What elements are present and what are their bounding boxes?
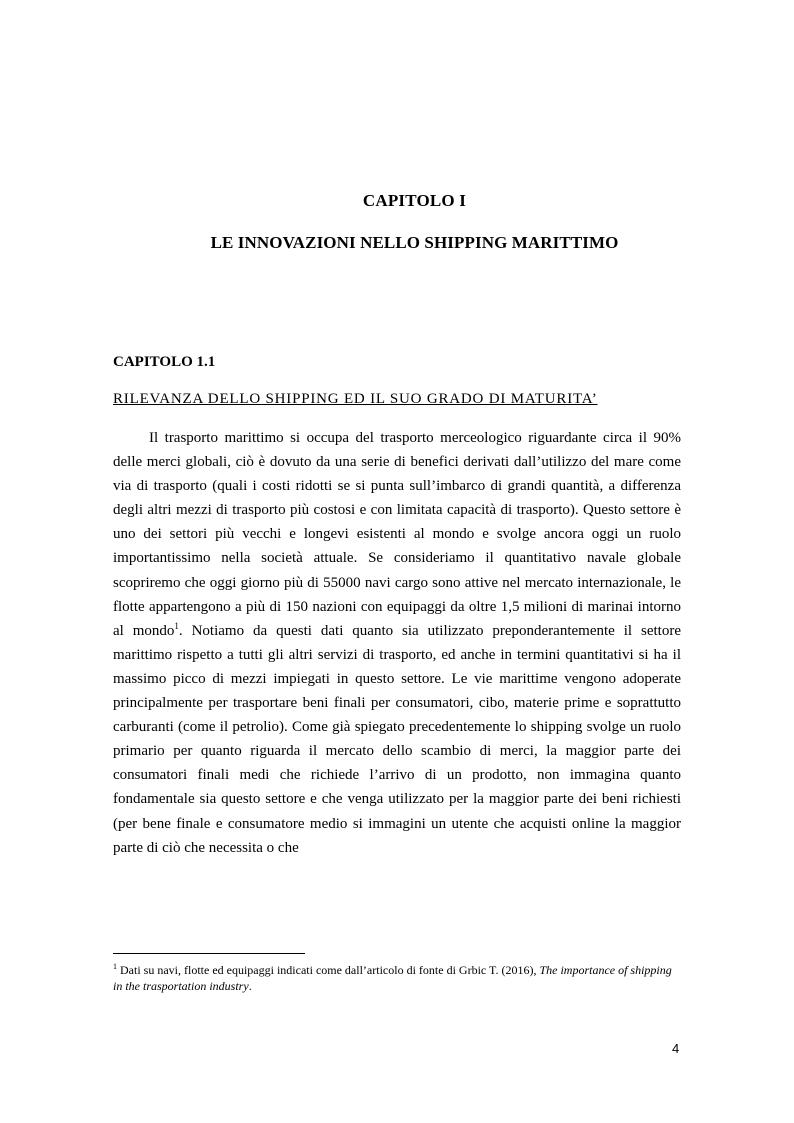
body-paragraph: [113, 426, 681, 860]
paragraph-text-start: Il trasporto marittimo si occupa del trasporto merceologico riguardante circa il 90% delle merci globali, ciò è dovuto da una serie di benefici derivati dall’utilizzo del mare come via di trasporto (quali i costi ridotti se si punta sull’imbarco di grandi quantità, a differenza degli altri mezzi di trasporto più costosi e con limitata capacità di trasporto). Questo settore è uno dei settori più vecchi e longevi esistenti al mondo e svolge ancora oggi un ruolo importantissimo nella società attuale. Se consideriamo il quantitativo navale globale scopriremo che oggi giorno più di 55000 navi cargo sono attive nel mercato internazionale, le flotte appartengono a più di 150 nazioni con equipaggi da oltre 1,5 milioni di marinai intorno al mondo: [113, 430, 681, 639]
footnote-text: Dati su navi, flotte ed equipaggi indicati come dall’articolo di fonte di Grbic T. (2016),: [117, 963, 540, 977]
chapter-subtitle: LE INNOVAZIONI NELLO SHIPPING MARITTIMO: [210, 233, 619, 252]
footnote-marker: 1: [113, 962, 117, 971]
paragraph-text-end: . Notiamo da questi dati quanto sia utilizzato preponderantemente il settore marittimo rispetto a tutti gli altri servizi di trasporto, ed anche in termini quantitativi si ha il massimo picco di mezzi impiegati in questo settore. Le vie marittime vengono adoperate principalmente per trasportare beni finali per consumatori, cibo, materie prime e soprattutto carburanti (come il petrolio). Come già spiegato precedentemente lo shipping svolge un ruolo primario per quanto riguarda il mercato dello scambio di merci, la maggior parte dei consumatori finali medi che richiede l’arrivo di un prodotto, non immagina quanto fondamentale sia questo settore e che venga utilizzato per la maggior parte dei beni richiesti (per bene finale e consumatore medio si immagini un utente che acquisti online la maggior parte di ciò che necessita o che: [113, 622, 681, 856]
footnote: [113, 962, 681, 994]
section-title: RILEVANZA DELLO SHIPPING ED IL SUO GRADO DI MATURITA’: [113, 391, 598, 407]
footnote-source-title: The importance of shipping in the trasportation industry: [113, 963, 672, 993]
page-number: 4: [672, 1041, 680, 1056]
section-number: CAPITOLO 1.1: [113, 354, 216, 370]
footnote-end: .: [248, 979, 252, 993]
footnote-reference[interactable]: 1: [174, 620, 179, 631]
footnote-separator: [113, 953, 305, 954]
chapter-title: CAPITOLO I: [362, 191, 467, 210]
